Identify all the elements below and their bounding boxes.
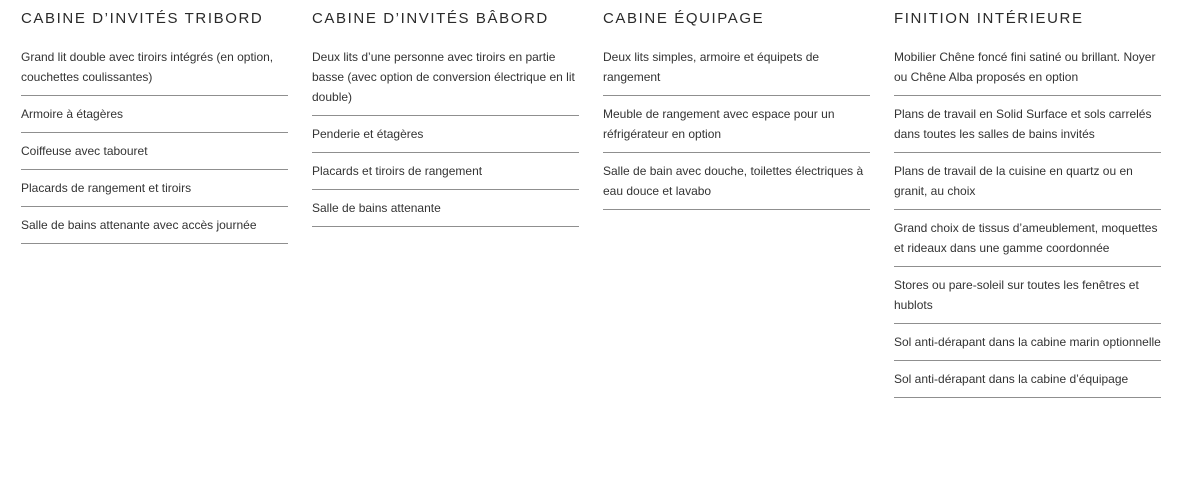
column-interior-finish [894,9,1161,406]
column-starboard-guest-cabin [21,9,288,252]
list-item: Penderie et étagères [312,124,579,153]
list-item: Plans de travail en Solid Surface et sols carrelés dans toutes les salles de bains invités [894,104,1161,153]
feature-list [603,47,870,210]
list-item: Deux lits d’une personne avec tiroirs en partie basse (avec option de conversion électrique en lit double) [312,47,579,116]
list-item: Grand choix de tissus d’ameublement, moquettes et rideaux dans une gamme coordonnée [894,218,1161,267]
list-item: Armoire à étagères [21,104,288,133]
list-item: Plans de travail de la cuisine en quartz ou en granit, au choix [894,161,1161,210]
list-item: Meuble de rangement avec espace pour un réfrigérateur en option [603,104,870,153]
list-item: Placards et tiroirs de rangement [312,161,579,190]
column-title: CABINE ÉQUIPAGE [603,10,765,27]
list-item: Coiffeuse avec tabouret [21,141,288,170]
feature-list [21,47,288,244]
list-item: Mobilier Chêne foncé fini satiné ou brillant. Noyer ou Chêne Alba proposés en option [894,47,1161,96]
list-item: Sol anti-dérapant dans la cabine d’équipage [894,369,1161,398]
list-item: Salle de bains attenante [312,198,579,227]
column-title: CABINE D’INVITÉS BÂBORD [312,10,549,27]
list-item: Stores ou pare-soleil sur toutes les fenêtres et hublots [894,275,1161,324]
feature-list [894,47,1161,398]
column-port-guest-cabin [312,9,579,235]
list-item: Salle de bains attenante avec accès journée [21,215,288,244]
column-crew-cabin [603,9,870,218]
list-item: Deux lits simples, armoire et équipets de rangement [603,47,870,96]
column-title: FINITION INTÉRIEURE [894,10,1084,27]
feature-list [312,47,579,227]
list-item: Grand lit double avec tiroirs intégrés (en option, couchettes coulissantes) [21,47,288,96]
column-title: CABINE D’INVITÉS TRIBORD [21,10,264,27]
list-item: Placards de rangement et tiroirs [21,178,288,207]
list-item: Salle de bain avec douche, toilettes électriques à eau douce et lavabo [603,161,870,210]
list-item: Sol anti-dérapant dans la cabine marin optionnelle [894,332,1161,361]
